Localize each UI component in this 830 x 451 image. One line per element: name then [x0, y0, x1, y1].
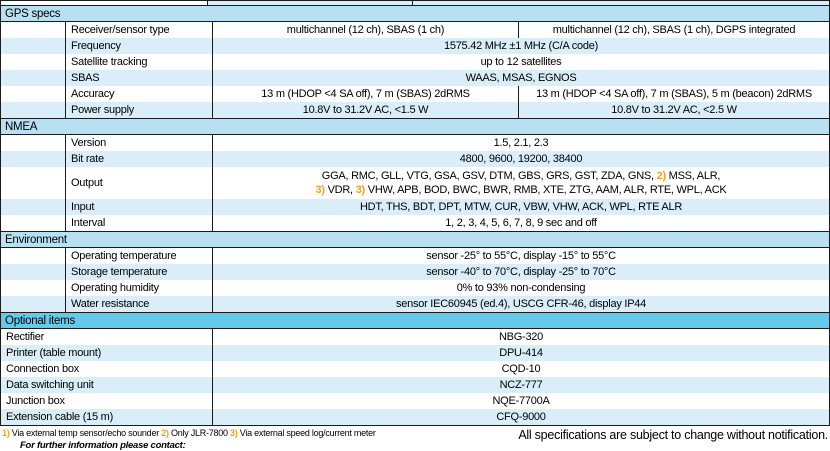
row-value-output — [213, 167, 829, 199]
row-label: Data switching unit — [1, 377, 213, 393]
spacer-cell — [1, 280, 66, 296]
row-value: NQE-7700A — [492, 395, 550, 407]
row-value: CFQ-9000 — [496, 411, 546, 423]
row-value: NBG-320 — [498, 331, 544, 343]
row-label: Rectifier — [1, 329, 213, 345]
row-value: DPU-414 — [499, 347, 543, 359]
table-row — [1, 409, 829, 425]
table-row — [1, 329, 829, 345]
footnote-marker-3: 3) — [230, 428, 238, 438]
row-value-right: 10.8V to 31.2V AC, <2.5 W — [611, 104, 737, 116]
row-label: Operating humidity — [66, 280, 213, 296]
row-value: 4800, 9600, 19200, 38400 — [459, 153, 583, 165]
output-line-2 — [316, 183, 727, 197]
contact-note: For further information please contact: — [20, 440, 186, 451]
row-label: Frequency — [66, 38, 213, 54]
table-row — [1, 215, 829, 231]
spacer-cell — [1, 296, 66, 312]
row-label: Version — [66, 135, 213, 151]
row-value: sensor -25° to 55°C, display -15° to 55°C — [426, 250, 616, 262]
table-row — [1, 102, 829, 118]
row-label: Output — [66, 167, 213, 199]
row-label: Storage temperature — [66, 264, 213, 280]
row-value: up to 12 satellites — [480, 56, 562, 68]
partial-cell — [1, 1, 208, 5]
row-value: sensor -40° to 70°C, display -25° to 70°C — [426, 266, 616, 278]
row-label: Input — [66, 199, 213, 215]
partial-cell — [208, 1, 413, 5]
row-value: CQD-10 — [501, 363, 541, 375]
section-header-gps-specs — [1, 5, 829, 22]
output-text: VDR, — [324, 184, 356, 196]
row-value: 1575.42 MHz ±1 MHz (C/A code) — [443, 40, 599, 52]
table-row — [1, 377, 829, 393]
row-value-right: multichannel (12 ch), SBAS (1 ch), DGPS integrated — [552, 24, 796, 36]
spacer-cell — [1, 199, 66, 215]
row-label: Bit rate — [66, 151, 213, 167]
row-value: NCZ-777 — [499, 379, 543, 391]
table-row — [1, 345, 829, 361]
footnote-text: Via external speed log/current meter — [237, 428, 376, 438]
row-value-left: 10.8V to 31.2V AC, <1.5 W — [213, 102, 519, 118]
row-value-left: 13 m (HDOP <4 SA off), 7 m (SBAS) 2dRMS — [213, 86, 519, 102]
partial-top-row — [1, 1, 829, 5]
table-row — [1, 199, 829, 215]
footnotes — [2, 428, 376, 438]
table-row — [1, 22, 829, 38]
output-text: GGA, RMC, GLL, VTG, GSA, GSV, DTM, GBS, GRS, GST, ZDA, GNS, — [321, 170, 657, 182]
spacer-cell — [1, 151, 66, 167]
spacer-cell — [1, 215, 66, 231]
row-label: Accuracy — [66, 86, 213, 102]
row-value-left: multichannel (12 ch), SBAS (1 ch) — [213, 22, 519, 38]
table-row — [1, 280, 829, 296]
table-row — [1, 167, 829, 199]
row-value: 1, 2, 3, 4, 5, 6, 7, 8, 9 sec and off — [445, 217, 597, 229]
spacer-cell — [1, 264, 66, 280]
section-header-optional-items — [1, 312, 829, 329]
row-label: Printer (table mount) — [1, 345, 213, 361]
spacer-cell — [1, 70, 66, 86]
table-row — [1, 151, 829, 167]
footnote-marker-3: 3) — [315, 184, 325, 196]
section-title: GPS specs — [5, 7, 61, 20]
row-value: 0% to 93% non-condensing — [456, 282, 586, 294]
spacer-cell — [1, 22, 66, 38]
table-row — [1, 38, 829, 54]
footer — [0, 426, 830, 451]
footnote-marker-2: 2) — [161, 428, 169, 438]
table-row — [1, 135, 829, 151]
table-row — [1, 393, 829, 409]
row-value-right: 13 m (HDOP <4 SA off), 7 m (SBAS), 5 m (beacon) 2dRMS — [536, 88, 812, 100]
row-label: Satellite tracking — [66, 54, 213, 70]
row-value: HDT, THS, BDT, DPT, MTW, CUR, VBW, VHW, ACK, WPL, RTE ALR — [359, 201, 683, 213]
table-row — [1, 54, 829, 70]
spacer-cell — [1, 38, 66, 54]
footnote-text: Via external temp sensor/echo sounder — [9, 428, 162, 438]
spacer-cell — [1, 54, 66, 70]
row-label: Power supply — [66, 102, 213, 118]
footnote-marker-2: 2) — [656, 170, 666, 182]
footnote-text: Only JLR-7800 — [168, 428, 230, 438]
output-text: MSS, ALR, — [665, 170, 721, 182]
spacer-cell — [1, 167, 66, 199]
specifications-notice: All specifications are subject to change without notification. — [518, 428, 828, 442]
spacer-cell — [1, 248, 66, 264]
table-row — [1, 70, 829, 86]
row-label: Interval — [66, 215, 213, 231]
footnotes-block — [2, 428, 376, 451]
table-row — [1, 248, 829, 264]
row-value: WAAS, MSAS, EGNOS — [465, 72, 577, 84]
row-label: Junction box — [1, 393, 213, 409]
section-title: Environment — [5, 233, 67, 246]
table-row — [1, 86, 829, 102]
section-title: Optional items — [5, 314, 76, 327]
spacer-cell — [1, 86, 66, 102]
row-label: Connection box — [1, 361, 213, 377]
row-value: 1.5, 2.1, 2.3 — [493, 137, 549, 149]
output-line-1 — [322, 169, 720, 183]
row-label: Receiver/sensor type — [66, 22, 213, 38]
table-row — [1, 264, 829, 280]
section-header-nmea — [1, 118, 829, 135]
output-text: VHW, APB, BOD, BWC, BWR, RMB, XTE, ZTG, AAM, ALR, RTE, WPL, ACK — [364, 184, 727, 196]
spacer-cell — [1, 102, 66, 118]
footnote-marker-3: 3) — [355, 184, 365, 196]
table-row — [1, 296, 829, 312]
row-label: SBAS — [66, 70, 213, 86]
partial-cell — [413, 1, 829, 5]
row-label: Extension cable (15 m) — [1, 409, 213, 425]
row-value: sensor IEC60945 (ed.4), USCG CFR-46, display IP44 — [395, 298, 647, 310]
table-row — [1, 361, 829, 377]
spacer-cell — [1, 135, 66, 151]
row-label: Operating temperature — [66, 248, 213, 264]
section-header-environment — [1, 231, 829, 248]
section-title: NMEA — [5, 120, 38, 133]
row-label: Water resistance — [66, 296, 213, 312]
footnote-marker-1: 1) — [2, 428, 10, 438]
